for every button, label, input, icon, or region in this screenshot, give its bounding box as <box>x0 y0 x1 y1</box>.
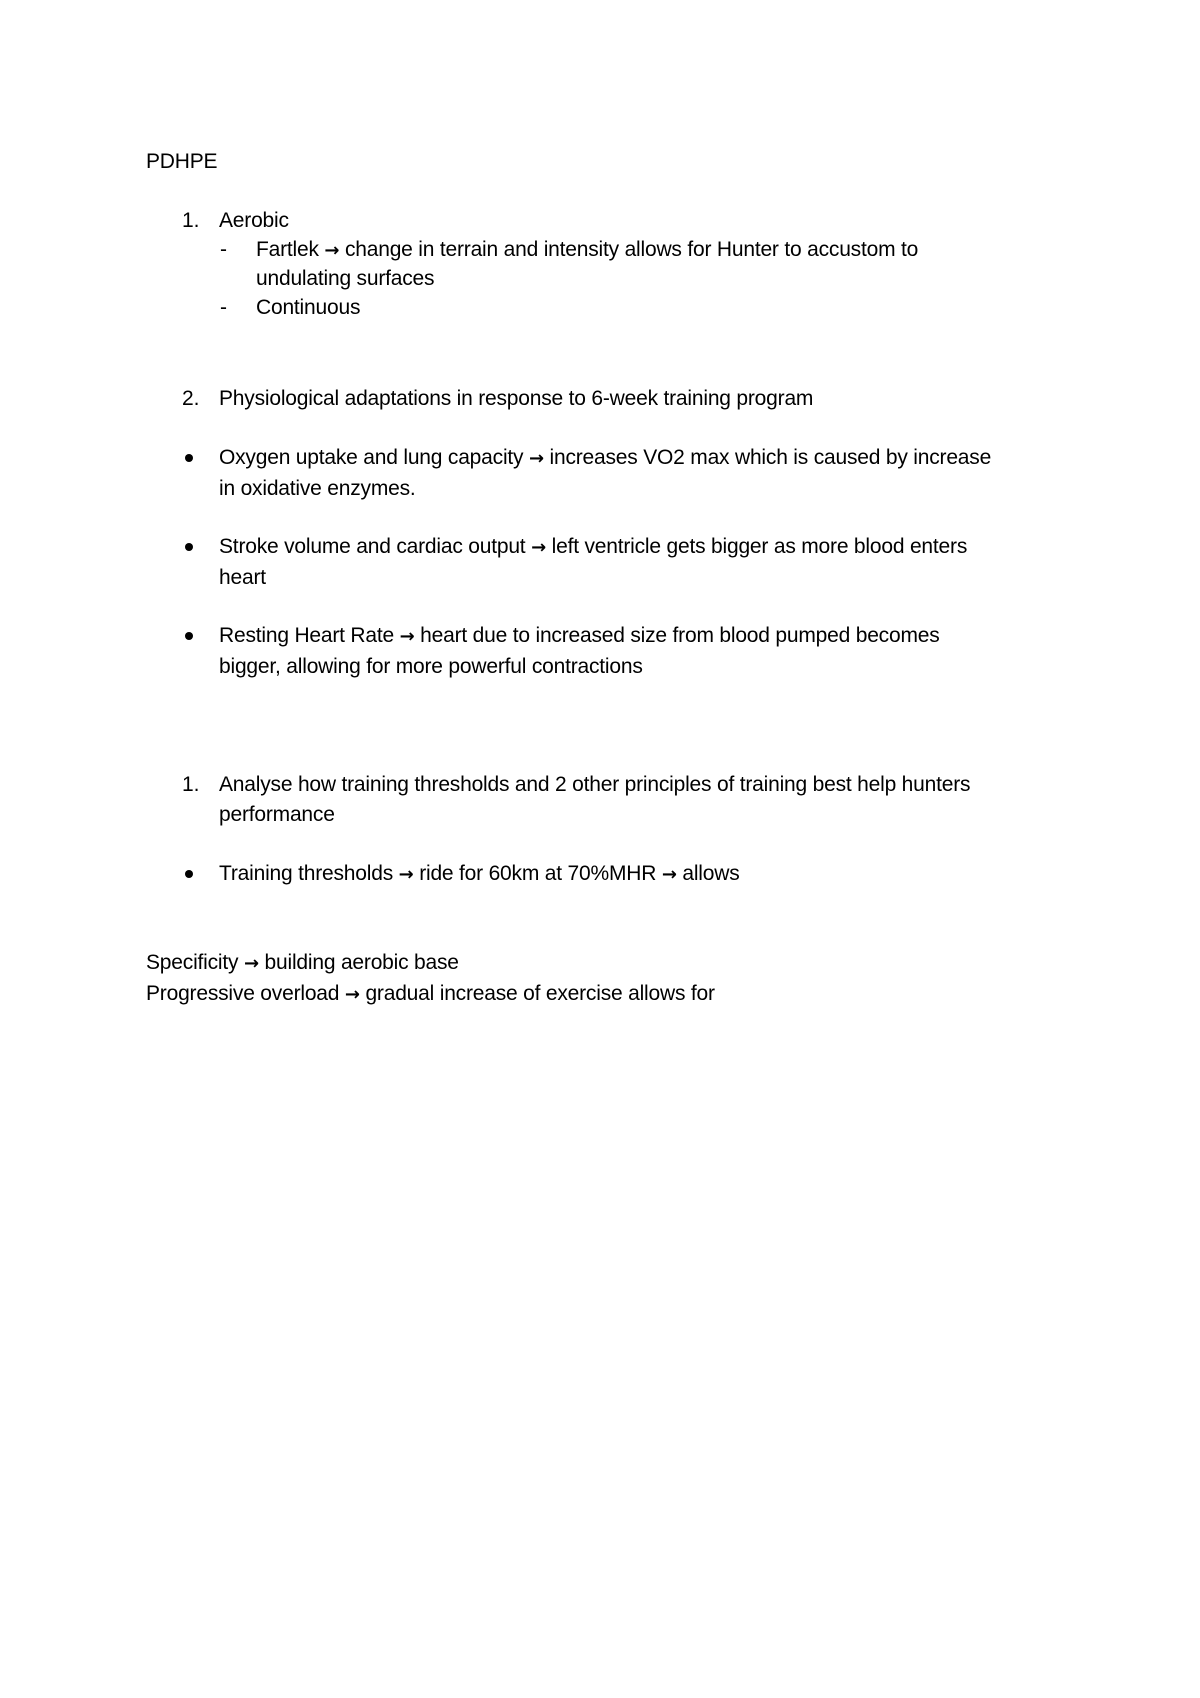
progressive-overload-text: gradual increase of exercise allows for <box>365 982 715 1005</box>
rhr-bullet-line1 <box>219 621 940 652</box>
thresholds-bullet <box>219 859 740 890</box>
fartlek-item-line2: undulating surfaces <box>256 267 435 290</box>
bullet-icon <box>185 632 193 640</box>
thresholds-end: allows <box>682 862 740 885</box>
rhr-term: Resting Heart Rate <box>219 624 394 647</box>
rhr-text: heart due to increased size from blood pumped becomes <box>420 624 940 647</box>
continuous-item: Continuous <box>256 296 361 319</box>
stroke-text: left ventricle gets bigger as more blood enters <box>551 535 968 558</box>
bullet-icon <box>185 543 193 551</box>
section3-number: 1. <box>182 773 200 796</box>
right-arrow-icon: → <box>661 864 677 885</box>
rhr-bullet-line2: bigger, allowing for more powerful contractions <box>219 655 643 678</box>
specificity-term: Specificity <box>146 951 239 974</box>
dash-marker: - <box>220 296 227 319</box>
oxygen-term: Oxygen uptake and lung capacity <box>219 446 524 469</box>
stroke-term: Stroke volume and cardiac output <box>219 535 526 558</box>
section1-number: 1. <box>182 209 200 232</box>
right-arrow-icon: → <box>399 626 415 647</box>
section3-heading-line2: performance <box>219 803 335 826</box>
progressive-overload-line <box>146 979 715 1010</box>
oxygen-text: increases VO2 max which is caused by increase <box>549 446 992 469</box>
oxygen-bullet-line2: in oxidative enzymes. <box>219 477 416 500</box>
thresholds-term: Training thresholds <box>219 862 394 885</box>
right-arrow-icon: → <box>344 984 360 1005</box>
bullet-icon <box>185 870 193 878</box>
thresholds-mid: ride for 60km at 70%MHR <box>419 862 657 885</box>
specificity-line <box>146 948 459 979</box>
section1-heading: Aerobic <box>219 209 289 232</box>
oxygen-bullet-line1 <box>219 443 991 474</box>
section2-number: 2. <box>182 387 200 410</box>
dash-marker: - <box>220 238 227 261</box>
progressive-overload-term: Progressive overload <box>146 982 340 1005</box>
fartlek-text: change in terrain and intensity allows for Hunter to accustom to <box>344 238 919 261</box>
section2-heading: Physiological adaptations in response to 6-week training program <box>219 387 814 410</box>
fartlek-term: Fartlek <box>256 238 319 261</box>
right-arrow-icon: → <box>243 953 259 974</box>
right-arrow-icon: → <box>398 864 414 885</box>
right-arrow-icon: → <box>528 448 544 469</box>
right-arrow-icon: → <box>324 240 340 261</box>
right-arrow-icon: → <box>531 537 546 558</box>
fartlek-item-line1 <box>256 235 918 266</box>
specificity-text: building aerobic base <box>264 951 459 974</box>
document-title: PDHPE <box>146 150 218 173</box>
section3-heading-line1: Analyse how training thresholds and 2 other principles of training best help hunters <box>219 773 971 796</box>
bullet-icon <box>185 454 193 462</box>
stroke-bullet-line1 <box>219 532 967 563</box>
stroke-bullet-line2: heart <box>219 566 266 589</box>
